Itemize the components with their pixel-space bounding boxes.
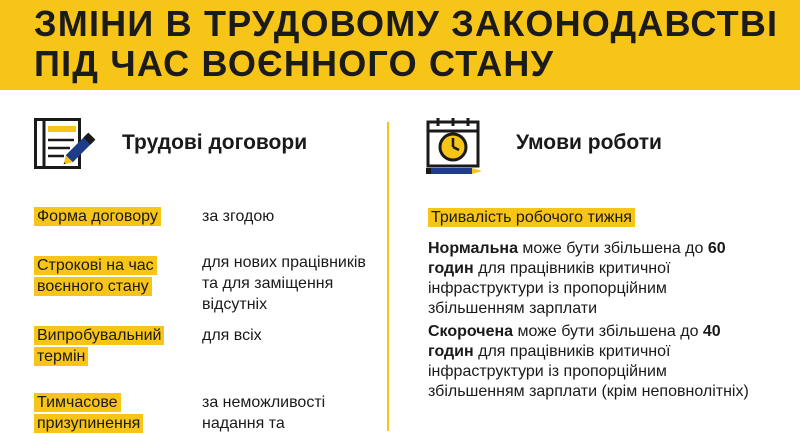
subheading-workweek-duration: Тривалість робочого тижня <box>428 207 635 228</box>
row-label-contract-form: Форма договору <box>34 206 194 227</box>
row-value-fixed-term: для нових працівників та для заміщення відсутніх <box>202 254 366 313</box>
term-normal: Нормальна <box>428 240 518 257</box>
row-label-fixed-term: Строкові на час воєнного стану <box>34 255 184 297</box>
column-divider <box>387 122 389 431</box>
paragraph-normal-week: Нормальна може бути збільшена до 60 годин для працівників критичної інфраструктури із пропорційним збільшенням зарплати <box>428 240 726 317</box>
row-label-suspension: Тимчасове призупинення <box>34 392 184 434</box>
calendar-clock-pencil-icon <box>424 116 486 176</box>
document-pen-icon <box>34 118 100 170</box>
row-value-probation: для всіх <box>202 327 262 344</box>
page-title-line-2: ПІД ЧАС ВОЄННОГО СТАНУ <box>34 43 555 84</box>
row-value-suspension: за неможливості надання та <box>202 394 326 432</box>
row-value-contract-form: за згодою <box>202 208 275 225</box>
page-title-line-1: ЗМІНИ В ТРУДОВОМУ ЗАКОНОДАВСТВІ <box>34 3 779 44</box>
header-banner <box>0 0 800 90</box>
paragraph-reduced-week: Скорочена може бути збільшена до 40 годин для працівників критичної інфраструктури із пропорційним збільшенням зарплати (крім неповнолітніх) <box>428 323 749 400</box>
term-reduced: Скорочена <box>428 323 514 340</box>
row-label-probation: Випробувальний термін <box>34 325 189 367</box>
hours-60: 60 годин <box>428 240 726 277</box>
section-title-work-conditions: Умови роботи <box>516 131 662 154</box>
section-title-contracts: Трудові договори <box>122 131 308 154</box>
hours-40: 40 годин <box>428 323 721 360</box>
